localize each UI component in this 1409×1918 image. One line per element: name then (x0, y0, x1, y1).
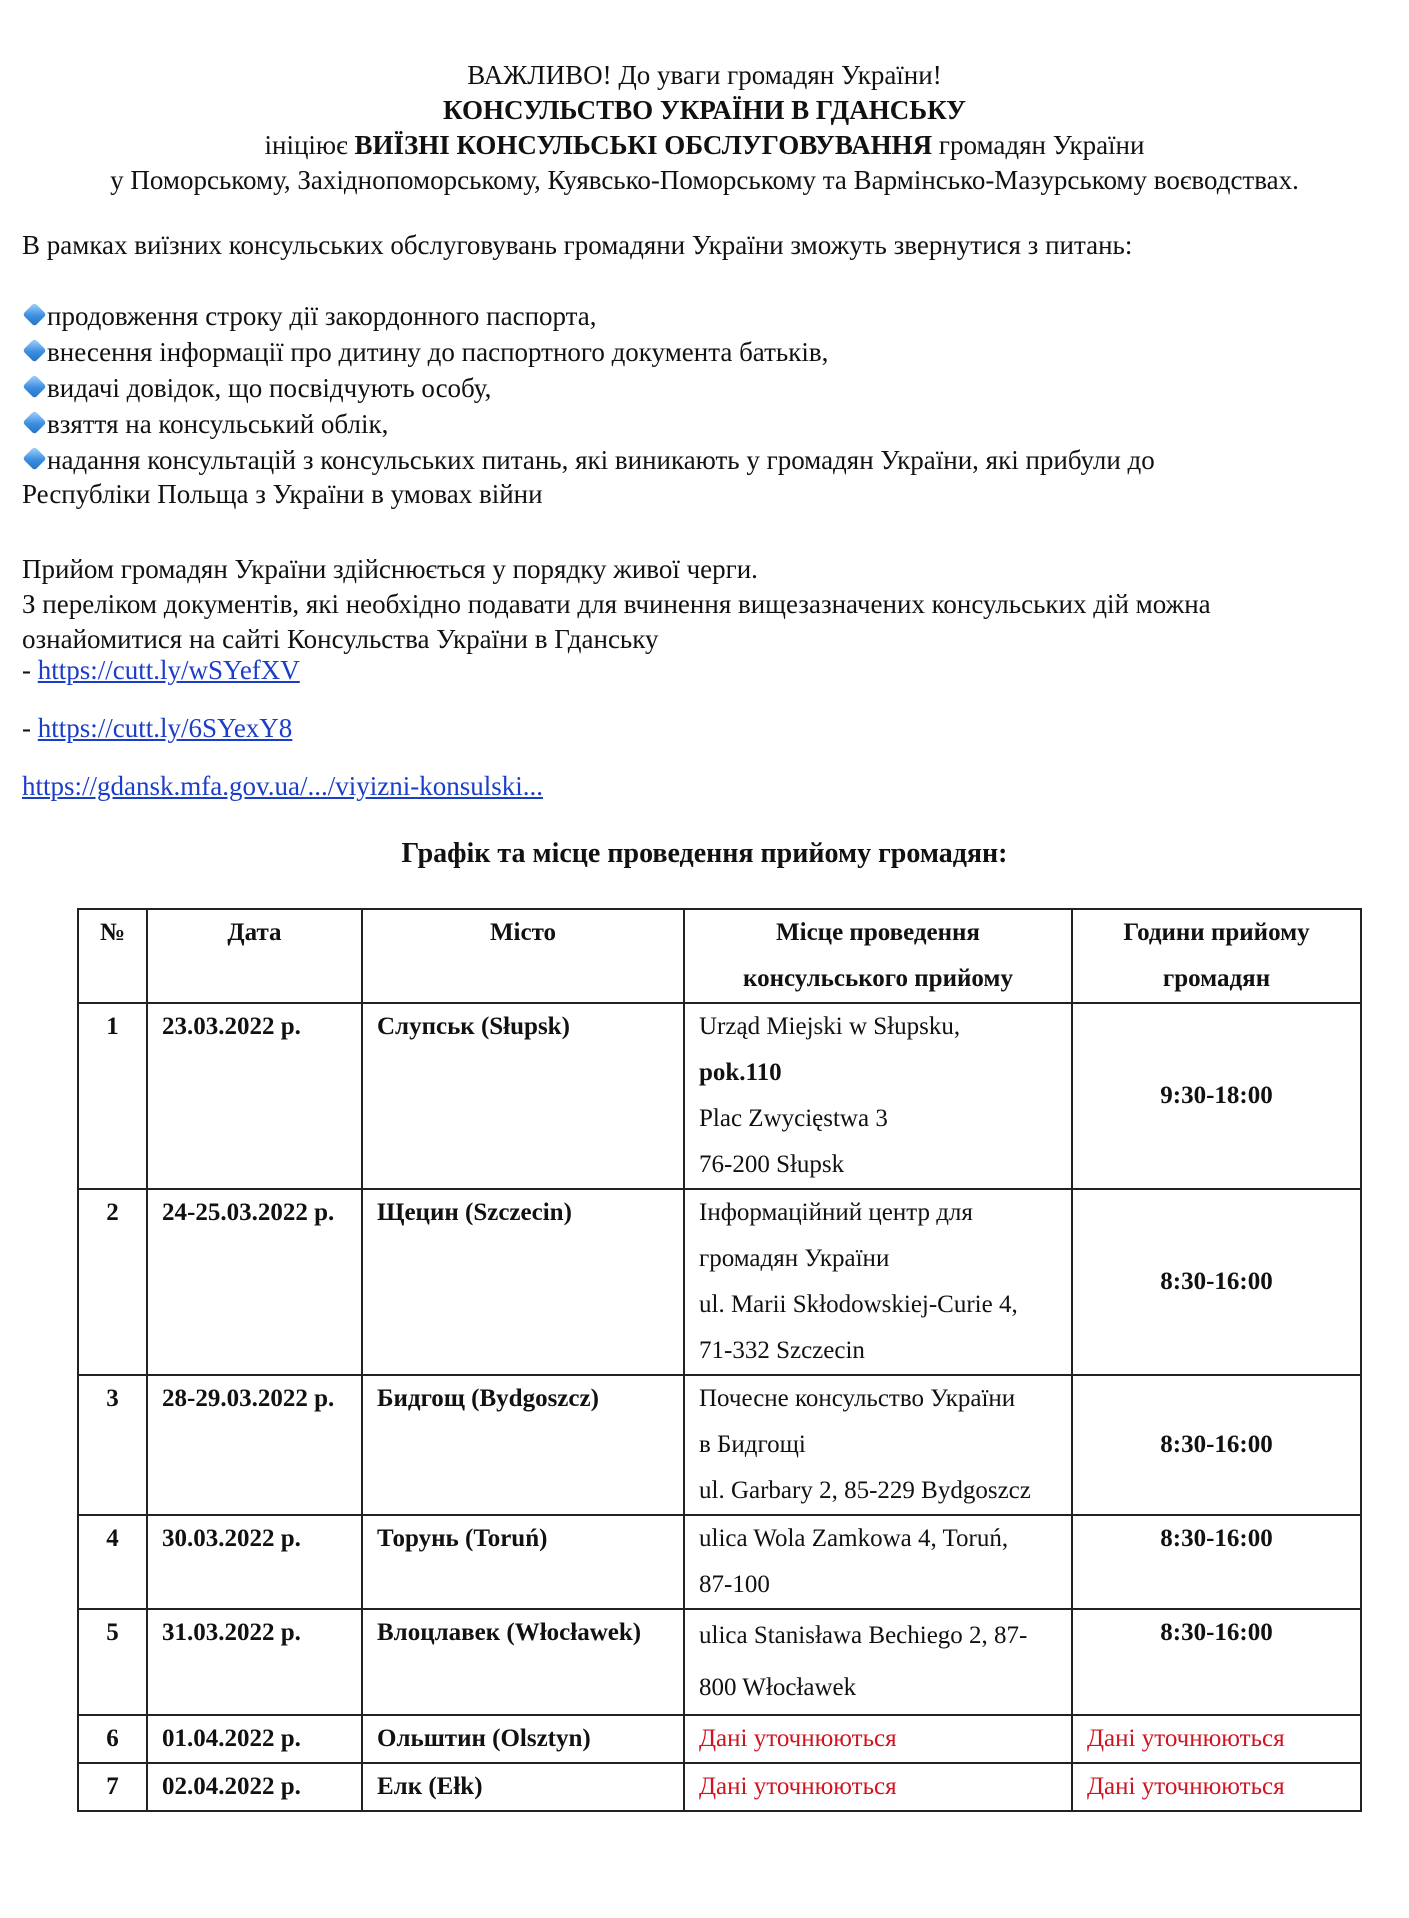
blue-diamond-icon (22, 338, 46, 362)
list-item-text: внесення інформації про дитину до паспортного документа батьків, (47, 337, 829, 367)
place-line: ul. Marii Skłodowskiej-Curie 4, (699, 1291, 1018, 1318)
table-row (78, 1515, 1361, 1609)
list-item-text: взяття на консульський облік, (47, 409, 389, 439)
header-hours-line-2: громадян (1162, 965, 1271, 992)
schedule-title: Графік та місце проведення прийому громадян: (401, 838, 1008, 869)
link-dash: - (22, 713, 38, 743)
cell-hours (1072, 1715, 1361, 1763)
place-line: Plac Zwycięstwa 3 (699, 1105, 888, 1132)
list-item-text: видачі довідок, що посвідчують особу, (47, 373, 492, 403)
header-place (684, 909, 1072, 1003)
cell-hours (1072, 1763, 1361, 1811)
schedule-table (77, 908, 1362, 1812)
cell-num: 7 (78, 1763, 147, 1811)
place-line: 76-200 Słupsk (699, 1151, 845, 1178)
link-row-2 (22, 711, 543, 746)
cell-hours: 8:30-16:00 (1072, 1189, 1361, 1375)
cell-city: Бидгощ (Bydgoszcz) (362, 1375, 684, 1515)
table-row (78, 1003, 1361, 1189)
place-line: pok.110 (699, 1059, 782, 1086)
blue-diamond-icon (22, 410, 46, 434)
blue-diamond-icon (22, 302, 46, 326)
cell-date: 23.03.2022 р. (147, 1003, 362, 1189)
cell-place (684, 1715, 1072, 1763)
cell-city: Щецин (Szczecin) (362, 1189, 684, 1375)
place-line: ulica Stanisława Bechiego 2, 87- (699, 1622, 1028, 1649)
hours-pending-text: Дані уточнюються (1087, 1725, 1285, 1752)
place-line: громадян України (699, 1245, 890, 1272)
list-item (22, 298, 1382, 334)
place-line: ul. Garbary 2, 85-229 Bydgoszcz (699, 1477, 1031, 1504)
cell-hours: 8:30-16:00 (1072, 1515, 1361, 1609)
header-initiative-pre: ініціює (264, 130, 355, 160)
list-item-text: надання консультацій з консульських питань, які виникають у громадян України, які прибули до (47, 445, 1155, 475)
cell-num: 3 (78, 1375, 147, 1515)
cell-date: 24-25.03.2022 р. (147, 1189, 362, 1375)
place-line: 800 Włocławek (699, 1674, 857, 1701)
blue-diamond-icon (22, 374, 46, 398)
link-row-1 (22, 653, 543, 688)
cell-place (684, 1515, 1072, 1609)
link-gdansk-mfa[interactable]: https://gdansk.mfa.gov.ua/.../viyizni-konsulski... (22, 771, 543, 801)
link-cutt-wsyefxv[interactable]: https://cutt.ly/wSYefXV (37, 655, 300, 685)
cell-date: 31.03.2022 р. (147, 1609, 362, 1715)
list-item (22, 334, 1382, 370)
header-city: Місто (362, 909, 684, 1003)
cell-place (684, 1375, 1072, 1515)
header-regions-line: у Поморському, Західнопоморському, Куявсько-Поморському та Вармінсько-Мазурському воєводствах. (110, 165, 1299, 195)
header-important-line: ВАЖЛИВО! До уваги громадян України! (467, 60, 942, 90)
cell-place (684, 1189, 1072, 1375)
reception-line-2: З переліком документів, які необхідно подавати для вчинення вищезазначених консульських дій можна (22, 589, 1211, 619)
header-initiative-bold: ВИЇЗНІ КОНСУЛЬСЬКІ ОБСЛУГОВУВАННЯ (354, 130, 933, 160)
header-place-line-1: Місце проведення (776, 919, 980, 946)
cell-date: 30.03.2022 р. (147, 1515, 362, 1609)
place-line: 71-332 Szczecin (699, 1337, 865, 1364)
reception-line-1: Прийом громадян України здійснюється у порядку живої черги. (22, 554, 758, 584)
cell-hours: 8:30-16:00 (1072, 1375, 1361, 1515)
list-item (22, 442, 1382, 478)
cell-city: Слупськ (Słupsk) (362, 1003, 684, 1189)
header-place-line-2: консульського прийому (743, 965, 1013, 992)
hours-pending-text: Дані уточнюються (1087, 1773, 1285, 1800)
header-hours-line-1: Години прийому (1123, 919, 1310, 946)
cell-hours: 8:30-16:00 (1072, 1609, 1361, 1715)
cell-num: 1 (78, 1003, 147, 1189)
reception-info-paragraph (22, 552, 1382, 657)
list-item (22, 370, 1382, 406)
header-num: № (78, 909, 147, 1003)
blue-diamond-icon (22, 446, 46, 470)
cell-num: 6 (78, 1715, 147, 1763)
link-row-3 (22, 769, 543, 804)
reception-line-3: ознайомитися на сайті Консульства України в Гданську (22, 624, 659, 654)
cell-city: Елк (Ełk) (362, 1763, 684, 1811)
place-line: Urząd Miejski w Słupsku, (699, 1013, 961, 1040)
intro-paragraph: В рамках виїзних консульських обслуговувань громадяни України зможуть звернутися з питань: (22, 230, 1133, 260)
cell-city: Ольштин (Olsztyn) (362, 1715, 684, 1763)
cell-city: Торунь (Toruń) (362, 1515, 684, 1609)
services-list (22, 298, 1382, 512)
table-row (78, 1375, 1361, 1515)
document-links (22, 653, 543, 827)
cell-city: Влоцлавек (Włocławek) (362, 1609, 684, 1715)
place-line: в Бидгощі (699, 1431, 806, 1458)
place-pending-text: Дані уточнюються (699, 1773, 897, 1800)
table-header-row (78, 909, 1361, 1003)
table-row (78, 1715, 1361, 1763)
header-date: Дата (147, 909, 362, 1003)
header-initiative-line (0, 128, 1409, 163)
announcement-header (0, 58, 1409, 198)
list-item (22, 406, 1382, 442)
header-hours (1072, 909, 1361, 1003)
table-row (78, 1763, 1361, 1811)
cell-date: 02.04.2022 р. (147, 1763, 362, 1811)
cell-date: 28-29.03.2022 р. (147, 1375, 362, 1515)
cell-date: 01.04.2022 р. (147, 1715, 362, 1763)
cell-place (684, 1763, 1072, 1811)
place-line: Почесне консульство України (699, 1385, 1016, 1412)
list-item-continuation: Республіки Польща з України в умовах війни (22, 479, 543, 509)
header-initiative-post: громадян України (932, 130, 1145, 160)
cell-num: 5 (78, 1609, 147, 1715)
cell-place (684, 1609, 1072, 1715)
place-line: ulica Wola Zamkowa 4, Toruń, (699, 1525, 1009, 1552)
place-line: 87-100 (699, 1571, 770, 1598)
link-cutt-6syexy8[interactable]: https://cutt.ly/6SYexY8 (37, 713, 293, 743)
place-pending-text: Дані уточнюються (699, 1725, 897, 1752)
link-dash: - (22, 655, 38, 685)
cell-num: 2 (78, 1189, 147, 1375)
header-consulate-name: КОНСУЛЬСТВО УКРАЇНИ В ГДАНСЬКУ (443, 95, 966, 125)
list-item-text: продовження строку дії закордонного паспорта, (47, 301, 597, 331)
cell-place (684, 1003, 1072, 1189)
table-row (78, 1189, 1361, 1375)
cell-num: 4 (78, 1515, 147, 1609)
table-row (78, 1609, 1361, 1715)
cell-hours: 9:30-18:00 (1072, 1003, 1361, 1189)
place-line: Інформаційний центр для (699, 1199, 973, 1226)
